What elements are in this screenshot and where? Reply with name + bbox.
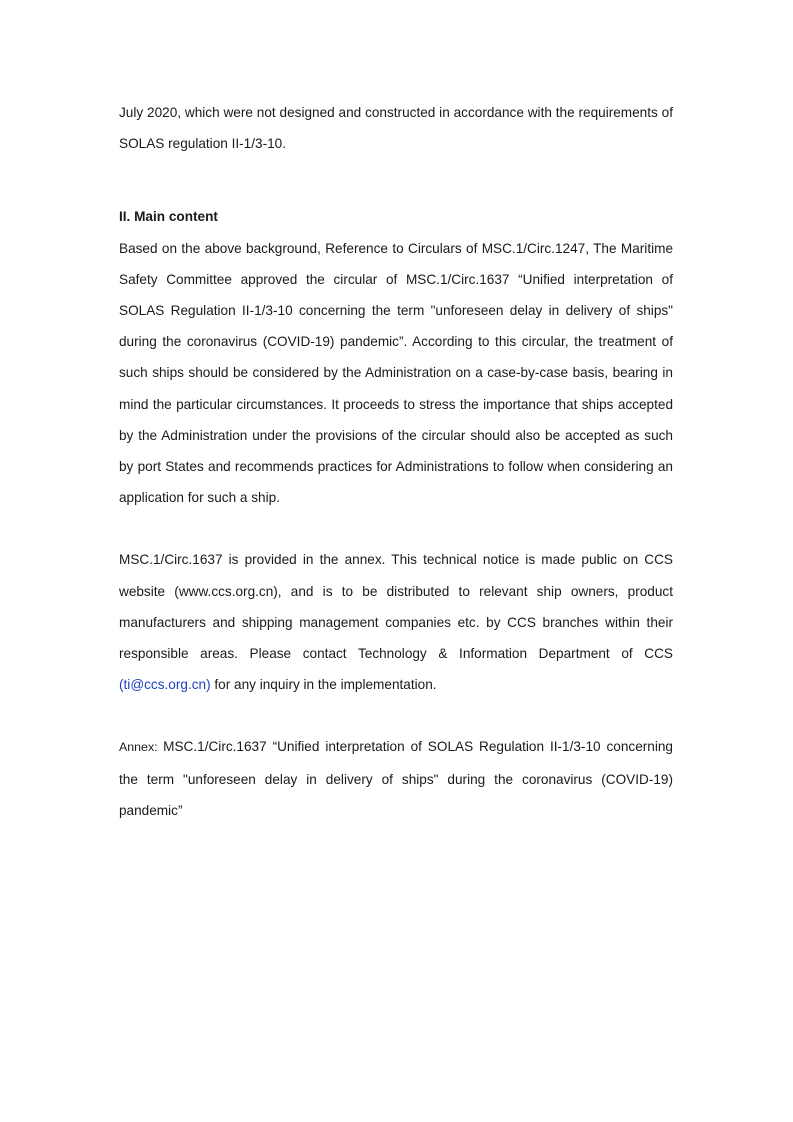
intro-paragraph: July 2020, which were not designed and constructed in accordance with the requirements of SOLAS regulation II-1/3-10. bbox=[119, 105, 673, 152]
spacer bbox=[119, 700, 673, 731]
notice-text-start: MSC.1/Circ.1637 is provided in the annex. This technical notice is made public on CCS website (www.ccs.org.cn), and is to be distributed to relevant ship owners, product manufacturers and shipping management companies etc. by CCS branches within their responsible areas. Please contact Technology & Information Department of CCS bbox=[119, 552, 673, 662]
spacer bbox=[119, 513, 673, 544]
main-content-paragraph: Based on the above background, Reference to Circulars of MSC.1/Circ.1247, The Maritime Safety Committee approved the circular of MSC.1/Circ.1637 “Unified interpretation of SOLAS Regulation II-1/3-10 concerning the term "unforeseen delay in delivery of ships" during the coronavirus (COVID-19) pandemic”. According to this circular, the treatment of such ships should be considered by the Administration on a case-by-case basis, bearing in mind the particular circumstances. It proceeds to stress the importance that ships accepted by the Administration under the provisions of the circular should also be accepted as such by port States and recommends practices for Administrations to follow when considering an application for such a ship. bbox=[119, 240, 673, 506]
spacer bbox=[119, 159, 673, 201]
section-heading: II. Main content bbox=[119, 209, 218, 225]
annex-paragraph bbox=[119, 731, 673, 826]
notice-paragraph bbox=[119, 544, 673, 700]
notice-text-end: for any inquiry in the implementation. bbox=[210, 677, 437, 693]
annex-label: Annex: bbox=[119, 740, 164, 755]
contact-email-link[interactable]: (ti@ccs.org.cn) bbox=[119, 677, 211, 693]
document-page bbox=[119, 97, 673, 826]
annex-text: MSC.1/Circ.1637 “Unified interpretation of SOLAS Regulation II-1/3-10 concerning the term "unforeseen delay in delivery of ships" during the coronavirus (COVID-19) pandemic” bbox=[119, 739, 673, 818]
